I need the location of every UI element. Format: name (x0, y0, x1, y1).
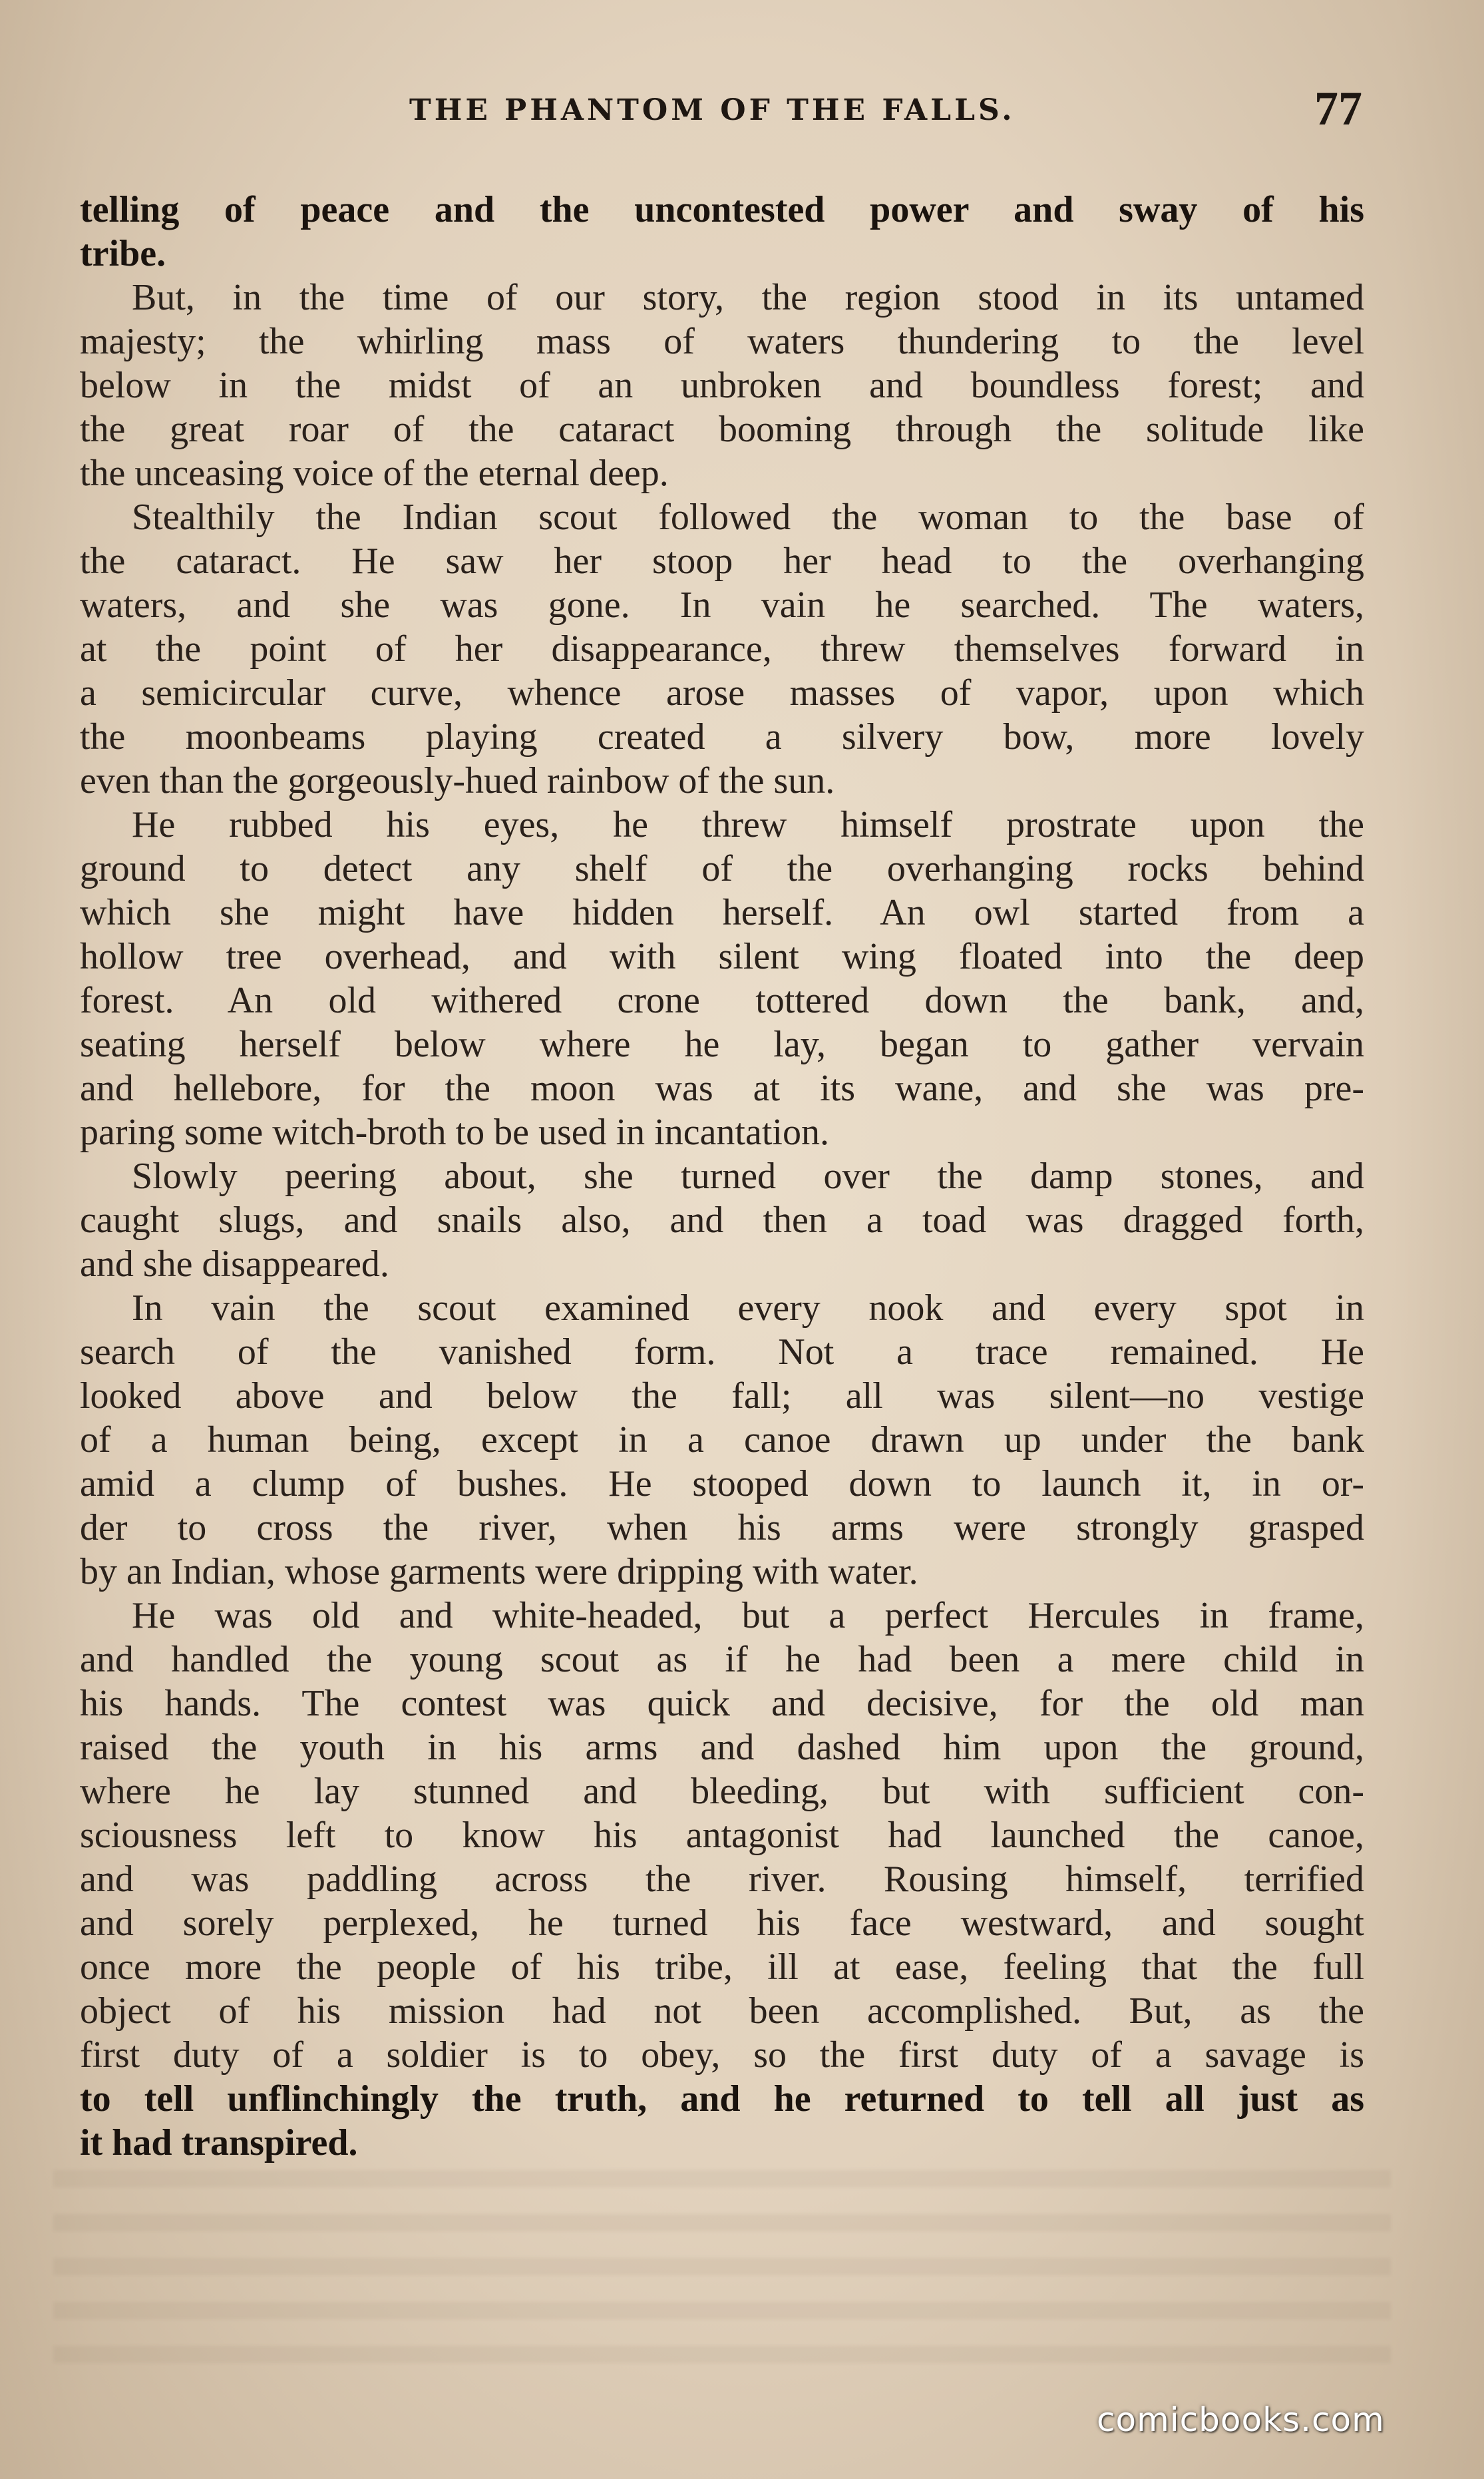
text-line: He rubbed his eyes, he threw himself prostrate upon the (132, 804, 1364, 845)
text-line: of a human being, except in a canoe drawn up under the bank (80, 1419, 1364, 1461)
text-line: telling of peace and the uncontested power and sway of his (80, 189, 1364, 230)
text-line: the unceasing voice of the eternal deep. (80, 453, 669, 494)
text-line: and she disappeared. (80, 1243, 389, 1285)
text-line: seating herself below where he lay, began to gather vervain (80, 1024, 1364, 1065)
text-line: and handled the young scout as if he had been a mere child in (80, 1639, 1364, 1680)
text-line: caught slugs, and snails also, and then a toad was dragged forth, (80, 1200, 1364, 1241)
text-line: hollow tree overhead, and with silent wing floated into the deep (80, 936, 1364, 977)
text-line: once more the people of his tribe, ill at ease, feeling that the full (80, 1946, 1364, 1988)
running-title: THE PHANTOM OF THE FALLS. (409, 93, 1016, 127)
text-line: paring some witch-broth to be used in incantation. (80, 1112, 829, 1153)
text-line: He was old and white-headed, but a perfect Hercules in frame, (132, 1595, 1364, 1636)
text-line: object of his mission had not been accomplished. But, as the (80, 1990, 1364, 2032)
text-line: sciousness left to know his antagonist had launched the canoe, (80, 1815, 1364, 1856)
show-through-text (53, 2170, 1391, 2370)
text-line: der to cross the river, when his arms were strongly grasped (80, 1507, 1364, 1548)
text-line: amid a clump of bushes. He stooped down to launch it, in or- (80, 1463, 1364, 1504)
text-line: by an Indian, whose garments were dripping with water. (80, 1551, 918, 1592)
text-line: his hands. The contest was quick and decisive, for the old man (80, 1683, 1364, 1724)
text-line: Stealthily the Indian scout followed the woman to the base of (132, 497, 1364, 538)
text-line: ground to detect any shelf of the overhanging rocks behind (80, 848, 1364, 889)
body-text (80, 188, 1364, 2165)
text-line: and hellebore, for the moon was at its wane, and she was pre- (80, 1068, 1364, 1109)
text-line: Slowly peering about, she turned over the damp stones, and (132, 1156, 1364, 1197)
text-line: majesty; the whirling mass of waters thundering to the level (80, 321, 1364, 362)
watermark: comicbooks.com (1097, 2400, 1385, 2439)
text-line: tribe. (80, 233, 166, 274)
text-line: raised the youth in his arms and dashed him upon the ground, (80, 1727, 1364, 1768)
text-line: the cataract. He saw her stoop her head to the overhanging (80, 541, 1364, 582)
text-line: forest. An old withered crone tottered down the bank, and, (80, 980, 1364, 1021)
text-line: looked above and below the fall; all was silent—no vestige (80, 1375, 1364, 1417)
text-line: where he lay stunned and bleeding, but with sufficient con- (80, 1771, 1364, 1812)
text-line: and was paddling across the river. Rousing himself, terrified (80, 1859, 1364, 1900)
text-line: the moonbeams playing created a silvery bow, more lovely (80, 716, 1364, 758)
text-line: In vain the scout examined every nook and every spot in (132, 1287, 1364, 1329)
text-line: search of the vanished form. Not a trace remained. He (80, 1331, 1364, 1373)
page-number: 77 (1314, 82, 1362, 135)
text-line: waters, and she was gone. In vain he searched. The waters, (80, 584, 1364, 626)
text-line: which she might have hidden herself. An owl started from a (80, 892, 1364, 933)
text-line: even than the gorgeously-hued rainbow of the sun. (80, 760, 835, 801)
text-line: first duty of a soldier is to obey, so the first duty of a savage is (80, 2034, 1364, 2076)
text-line: below in the midst of an unbroken and boundless forest; and (80, 365, 1364, 406)
text-line: the great roar of the cataract booming through the solitude like (80, 409, 1364, 450)
text-line: But, in the time of our story, the region stood in its untamed (132, 277, 1364, 318)
text-line: it had transpired. (80, 2122, 358, 2163)
text-line: a semicircular curve, whence arose masses of vapor, upon which (80, 672, 1364, 714)
text-line: at the point of her disappearance, threw themselves forward in (80, 628, 1364, 670)
text-line: to tell unflinchingly the truth, and he returned to tell all just as (80, 2078, 1364, 2120)
text-line: and sorely perplexed, he turned his face westward, and sought (80, 1903, 1364, 1944)
